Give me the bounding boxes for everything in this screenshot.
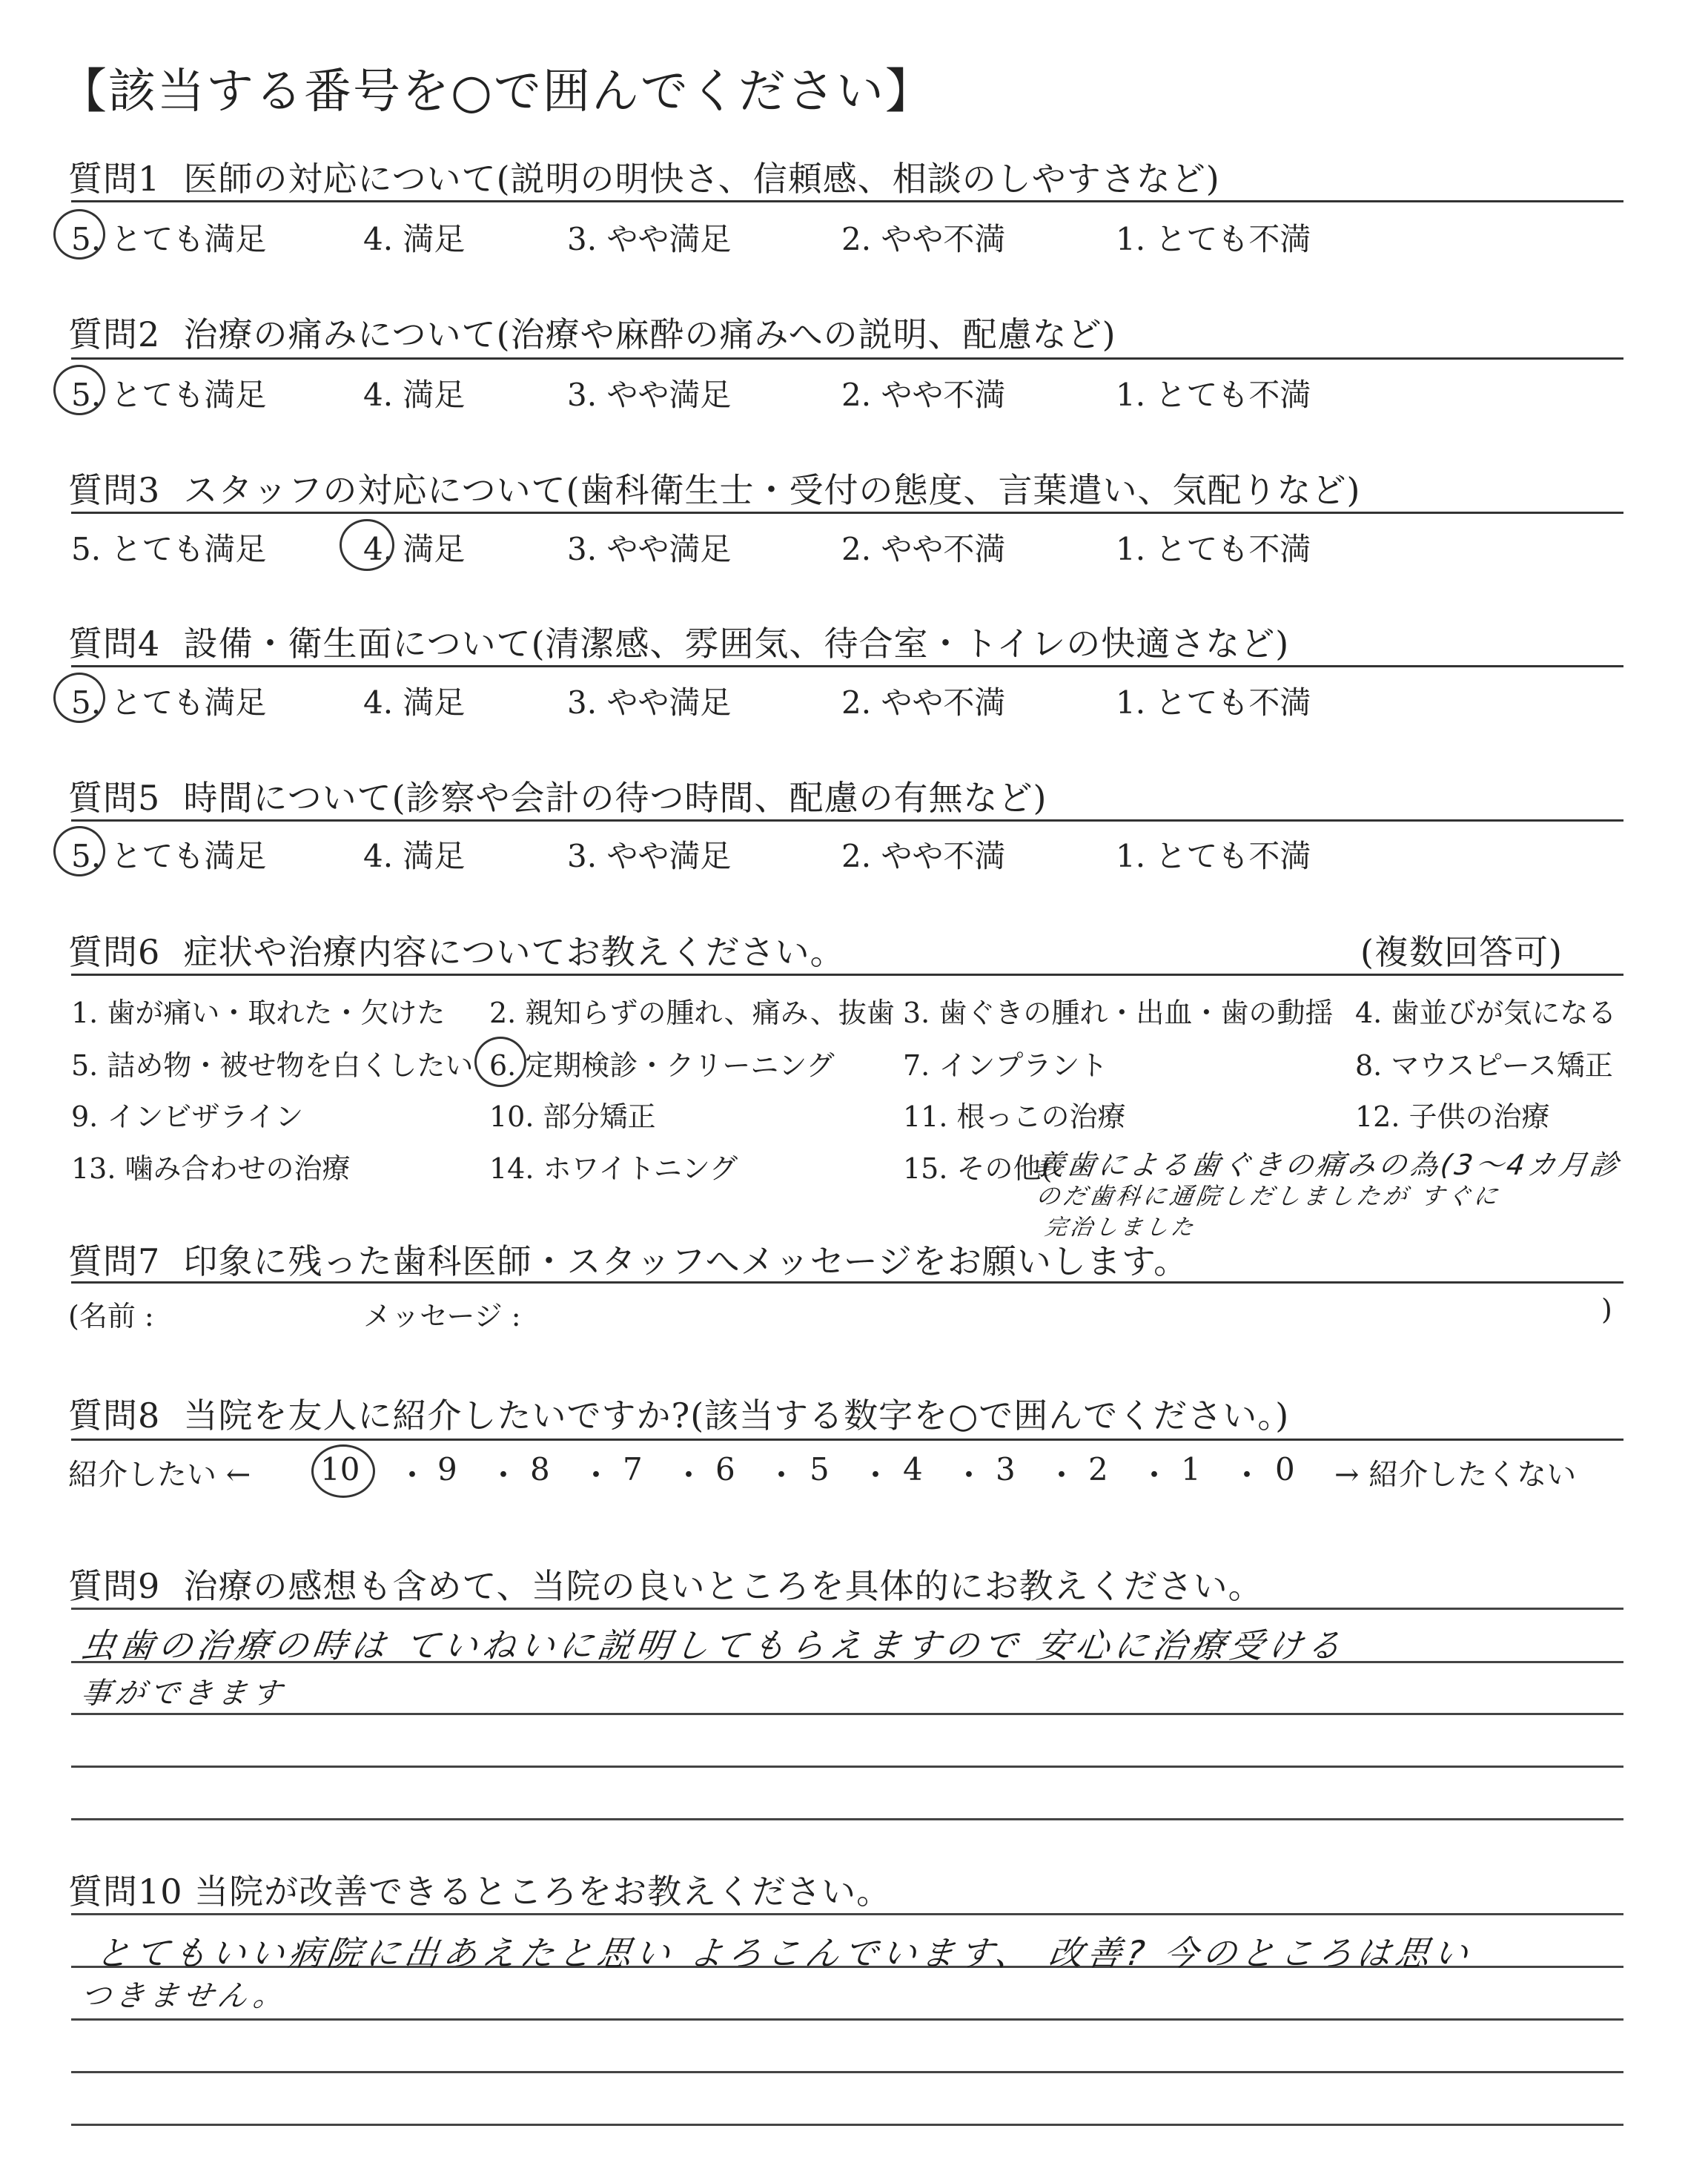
answer-line (71, 1766, 1623, 1768)
question-label: 質問9 (68, 1566, 161, 1606)
question-label: 質問2 (68, 314, 161, 354)
question-text: 当院が改善できるところをお教えください。 (194, 1872, 892, 1912)
scale-right-label: → 紹介したくない (1334, 1458, 1577, 1492)
q6-option-15[interactable]: 15. その他( (903, 1152, 1053, 1185)
question-label: 質問10 (68, 1872, 183, 1912)
scale-separator: ・ (488, 1457, 520, 1493)
q2-option-2[interactable]: 2. やや不満 (841, 377, 1006, 413)
question-label: 質問1 (68, 159, 161, 199)
question-5 (68, 771, 1047, 820)
q4-option-5[interactable]: 5. とても満足 (71, 684, 267, 721)
scale-separator: ・ (1046, 1457, 1078, 1493)
question-text: 治療の感想も含めて、当院の良いところを具体的にお教えください。 (183, 1566, 1263, 1606)
q1-option-2[interactable]: 2. やや不満 (841, 221, 1006, 257)
question-label: 質問7 (68, 1241, 161, 1281)
scale-separator: ・ (1231, 1457, 1263, 1493)
selection-circle (340, 519, 394, 571)
question-7 (68, 1235, 1188, 1284)
answer-line (71, 1913, 1623, 1915)
question-2 (68, 308, 1116, 357)
question-label: 質問3 (68, 470, 161, 510)
divider (71, 974, 1623, 976)
question-text: 当院を友人に紹介したいですか?(該当する数字を○で囲んでください。) (183, 1396, 1290, 1436)
scale-value-4[interactable]: 4 (903, 1451, 923, 1487)
q1-option-3[interactable]: 3. やや満足 (567, 221, 732, 257)
q3-option-2[interactable]: 2. やや不満 (841, 531, 1006, 567)
q4-option-1[interactable]: 1. とても不満 (1116, 684, 1311, 721)
divider (71, 1281, 1623, 1284)
answer-line (71, 1818, 1623, 1820)
selection-circle (53, 826, 105, 876)
q1-option-4[interactable]: 4. 満足 (363, 221, 466, 257)
scale-separator: ・ (1139, 1457, 1171, 1493)
scale-separator: ・ (953, 1457, 985, 1493)
selection-circle (311, 1444, 375, 1498)
q6-option-3[interactable]: 3. 歯ぐきの腫れ・出血・歯の動揺 (903, 997, 1334, 1029)
q6-option-8[interactable]: 8. マウスピース矯正 (1355, 1049, 1613, 1082)
instruction-header: 【該当する番号を○で囲んでください】 (59, 65, 934, 119)
question-label: 質問8 (68, 1396, 161, 1436)
q4-option-4[interactable]: 4. 満足 (363, 684, 466, 721)
question-4 (68, 617, 1289, 666)
question-6 (68, 925, 845, 974)
question-label: 質問5 (68, 778, 161, 818)
multiple-answer-note: (複数回答可) (1360, 932, 1563, 972)
question-label: 質問4 (68, 624, 161, 664)
scale-separator: ・ (580, 1457, 612, 1493)
question-label: 質問6 (68, 932, 161, 972)
name-label: (名前 : (68, 1300, 154, 1332)
scale-value-5[interactable]: 5 (810, 1451, 830, 1487)
divider (71, 1439, 1623, 1441)
q3-option-4[interactable]: 4. 満足 (363, 531, 466, 567)
q6-other-handwriting-line-1: 義歯による歯ぐきの痛みの為(3〜4カ月診 (1033, 1149, 1623, 1181)
q5-option-1[interactable]: 1. とても不満 (1116, 838, 1311, 874)
q2-option-3[interactable]: 3. やや満足 (567, 377, 732, 413)
q9-answer-line-2: 事ができます (79, 1677, 288, 1711)
q6-option-1[interactable]: 1. 歯が痛い・取れた・欠けた (71, 997, 446, 1029)
q5-option-2[interactable]: 2. やや不満 (841, 838, 1006, 874)
scale-value-7[interactable]: 7 (623, 1451, 643, 1487)
q10-answer-line-1: とてもいい病院に出あえたと思い よろこんでいます、 改善? 今のところは思い (93, 1933, 1475, 1973)
question-text: 治療の痛みについて(治療や麻酔の痛みへの説明、配慮など) (183, 314, 1116, 354)
closing-paren: ) (1601, 1293, 1612, 1326)
question-10 (68, 1865, 891, 1914)
question-text: 設備・衛生面について(清潔感、雰囲気、待合室・トイレの快適さなど) (183, 624, 1290, 664)
q1-option-5[interactable]: 5. とても満足 (71, 221, 267, 257)
divider (71, 200, 1623, 202)
selection-circle (53, 365, 105, 415)
q6-option-10[interactable]: 10. 部分矯正 (489, 1100, 656, 1133)
scale-separator: ・ (673, 1457, 705, 1493)
divider (71, 665, 1623, 667)
question-1 (68, 152, 1220, 201)
answer-line (71, 1608, 1623, 1610)
q10-answer-line-2: つきません。 (79, 1979, 291, 2013)
q2-option-5[interactable]: 5. とても満足 (71, 377, 267, 413)
selection-circle (474, 1037, 526, 1087)
question-text: スタッフの対応について(歯科衛生士・受付の態度、言葉遣い、気配りなど) (183, 470, 1361, 510)
q6-option-14[interactable]: 14. ホワイトニング (489, 1152, 738, 1185)
q4-option-2[interactable]: 2. やや不満 (841, 684, 1006, 721)
q2-option-1[interactable]: 1. とても不満 (1116, 377, 1311, 413)
question-9 (68, 1559, 1263, 1608)
q6-option-6[interactable]: 6. 定期検診・クリーニング (489, 1049, 835, 1082)
q6-option-5[interactable]: 5. 詰め物・被せ物を白くしたい (71, 1049, 474, 1082)
question-8 (68, 1389, 1289, 1438)
question-3 (68, 463, 1361, 512)
scale-value-3[interactable]: 3 (996, 1451, 1016, 1487)
q5-option-4[interactable]: 4. 満足 (363, 838, 466, 874)
scale-value-1[interactable]: 1 (1181, 1451, 1201, 1487)
scale-separator: ・ (860, 1457, 892, 1493)
scale-separator: ・ (397, 1457, 428, 1493)
question-text: 印象に残った歯科医師・スタッフへメッセージをお願いします。 (183, 1241, 1189, 1281)
answer-line (71, 2018, 1623, 2021)
q6-option-7[interactable]: 7. インプラント (903, 1049, 1108, 1082)
q4-option-3[interactable]: 3. やや満足 (567, 684, 732, 721)
q3-option-5[interactable]: 5. とても満足 (71, 531, 267, 567)
question-text: 症状や治療内容についてお教えください。 (183, 932, 845, 972)
scale-value-8[interactable]: 8 (530, 1451, 550, 1487)
scale-left-label: 紹介したい ← (68, 1458, 251, 1492)
selection-circle (53, 209, 105, 260)
q5-option-5[interactable]: 5. とても満足 (71, 838, 267, 874)
q6-other-handwriting-line-3: 完治しました (1043, 1215, 1198, 1241)
selection-circle (53, 673, 105, 723)
divider (71, 819, 1623, 822)
scale-value-6[interactable]: 6 (715, 1451, 735, 1487)
q6-option-2[interactable]: 2. 親知らずの腫れ、痛み、抜歯 (489, 997, 895, 1029)
scale-separator: ・ (766, 1457, 798, 1493)
q9-answer-line-1: 虫歯の治療の時は ていねいに説明してもらえますので 安心に治療受ける (78, 1625, 1348, 1665)
answer-line (71, 2124, 1623, 2126)
q3-option-1[interactable]: 1. とても不満 (1116, 531, 1311, 567)
q5-option-3[interactable]: 3. やや満足 (567, 838, 732, 874)
scale-value-0[interactable]: 0 (1275, 1451, 1295, 1487)
scale-value-9[interactable]: 9 (437, 1451, 457, 1487)
q2-option-4[interactable]: 4. 満足 (363, 377, 466, 413)
answer-line (71, 1713, 1623, 1715)
q6-other-handwriting-line-2: のだ歯科に通院しだしましたが すぐに (1034, 1182, 1503, 1210)
q6-option-12[interactable]: 12. 子供の治療 (1355, 1100, 1550, 1133)
answer-line (71, 2071, 1623, 2073)
divider (71, 357, 1623, 360)
q3-option-3[interactable]: 3. やや満足 (567, 531, 732, 567)
scale-value-10[interactable]: 10 (320, 1451, 360, 1487)
q6-option-9[interactable]: 9. インビザライン (71, 1100, 304, 1133)
question-text: 時間について(診察や会計の待つ時間、配慮の有無など) (183, 778, 1047, 818)
message-label: メッセージ : (363, 1300, 521, 1332)
q1-option-1[interactable]: 1. とても不満 (1116, 221, 1311, 257)
divider (71, 512, 1623, 514)
q6-option-13[interactable]: 13. 噛み合わせの治療 (71, 1152, 351, 1185)
q6-option-4[interactable]: 4. 歯並びが気になる (1355, 997, 1617, 1029)
q6-option-11[interactable]: 11. 根っこの治療 (903, 1100, 1126, 1133)
scale-value-2[interactable]: 2 (1088, 1451, 1108, 1487)
question-text: 医師の対応について(説明の明快さ、信頼感、相談のしやすさなど) (183, 159, 1220, 199)
